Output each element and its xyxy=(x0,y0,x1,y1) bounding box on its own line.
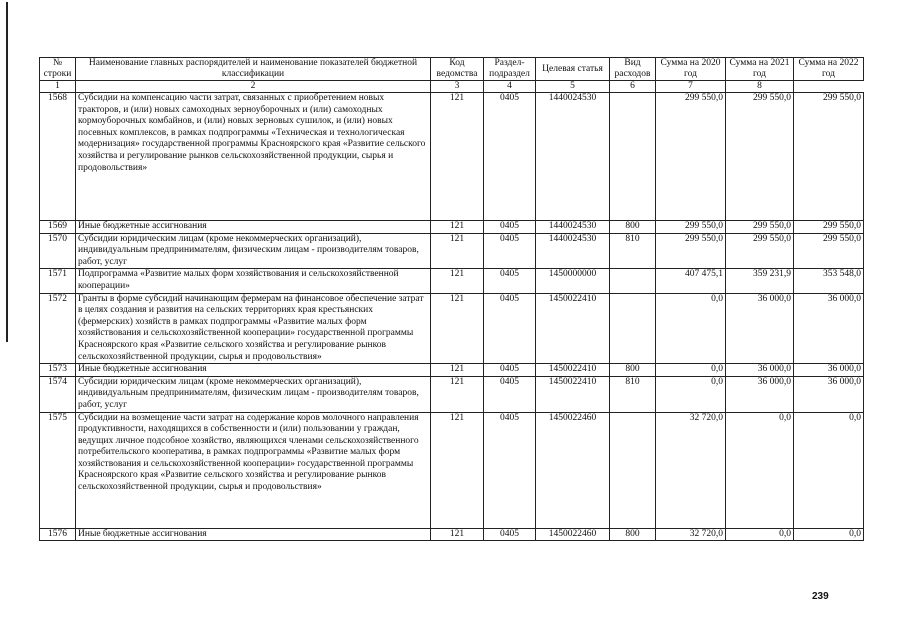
header-name: Наименование главных распорядителей и наименование показателей бюджетной классификации xyxy=(76,58,431,81)
row-expense-kind: 800 xyxy=(610,528,656,541)
row-target-article: 1450022460 xyxy=(536,412,610,528)
row-sum-2020: 0,0 xyxy=(656,376,726,412)
row-name: Субсидии на возмещение части затрат на содержание коров молочного направления продуктивности, находящихся в собственности и (или) пользовании у граждан, ведущих личное подсобное хозяйство, являющихся членами сельскохозяйственного потребительского кооператива, в рамках подпрограммы «Развитие малых форм хозяйствования и сельскохозяйственной кооперации» государственной программы Красноярского края «Развитие сельского хозяйства и регулирование рынков сельскохозяйственной продукции, сырья и продовольствия» xyxy=(76,412,431,528)
table-row xyxy=(40,528,864,541)
row-sum-2021: 36 000,0 xyxy=(726,293,794,364)
row-sum-2021: 299 550,0 xyxy=(726,93,794,221)
row-department-code: 121 xyxy=(431,93,484,221)
row-name: Субсидии юридическим лицам (кроме некоммерческих организаций), индивидуальным предпринимателям, физическим лицам - производителям товаров, работ, услуг xyxy=(76,233,431,269)
row-sum-2022: 0,0 xyxy=(794,412,864,528)
column-number: 1 xyxy=(40,81,76,93)
row-section: 0405 xyxy=(484,269,536,293)
row-expense-kind xyxy=(610,412,656,528)
row-sum-2021: 299 550,0 xyxy=(726,233,794,269)
row-sum-2022: 299 550,0 xyxy=(794,93,864,221)
row-department-code: 121 xyxy=(431,269,484,293)
table-row xyxy=(40,221,864,234)
row-department-code: 121 xyxy=(431,233,484,269)
table-row xyxy=(40,269,864,293)
page-number: 239 xyxy=(812,591,829,602)
row-sum-2020: 407 475,1 xyxy=(656,269,726,293)
row-sum-2022: 0,0 xyxy=(794,528,864,541)
row-number: 1573 xyxy=(40,364,76,377)
row-expense-kind xyxy=(610,269,656,293)
table-row xyxy=(40,412,864,528)
column-number: 2 xyxy=(76,81,431,93)
row-sum-2020: 299 550,0 xyxy=(656,93,726,221)
row-number: 1571 xyxy=(40,269,76,293)
row-sum-2022: 299 550,0 xyxy=(794,233,864,269)
row-expense-kind xyxy=(610,293,656,364)
row-section: 0405 xyxy=(484,293,536,364)
row-sum-2021: 0,0 xyxy=(726,528,794,541)
row-sum-2020: 32 720,0 xyxy=(656,412,726,528)
header-section: Раздел-подраздел xyxy=(484,58,536,81)
column-number: 7 xyxy=(656,81,726,93)
row-target-article: 1440024530 xyxy=(536,221,610,234)
header-department-code: Код ведомства xyxy=(431,58,484,81)
row-name: Субсидии на компенсацию части затрат, связанных с приобретением новых тракторов, и (или) новых самоходных зерноуборочных и (или) самоходных кормоуборочных комбайнов, и (или) новых зерновых сушилок, и (или) новых посевных комплексов, в рамках подпрограммы «Техническая и технологическая модернизация» государственной программы Красноярского края «Развитие сельского хозяйства и регулирование рынков сельскохозяйственной продукции, сырья и продовольствия» xyxy=(76,93,431,221)
row-sum-2021: 36 000,0 xyxy=(726,364,794,377)
header-sum-2020: Сумма на 2020 год xyxy=(656,58,726,81)
row-section: 0405 xyxy=(484,93,536,221)
row-number: 1576 xyxy=(40,528,76,541)
table-row xyxy=(40,376,864,412)
row-sum-2020: 0,0 xyxy=(656,293,726,364)
table-row xyxy=(40,293,864,364)
table-row xyxy=(40,93,864,221)
row-number: 1575 xyxy=(40,412,76,528)
column-number: 3 xyxy=(431,81,484,93)
row-sum-2020: 32 720,0 xyxy=(656,528,726,541)
row-sum-2021: 299 550,0 xyxy=(726,221,794,234)
row-department-code: 121 xyxy=(431,221,484,234)
row-number: 1568 xyxy=(40,93,76,221)
header-sum-2021: Сумма на 2021 год xyxy=(726,58,794,81)
row-department-code: 121 xyxy=(431,412,484,528)
row-department-code: 121 xyxy=(431,528,484,541)
left-margin-rule xyxy=(6,2,8,342)
row-expense-kind: 800 xyxy=(610,221,656,234)
row-sum-2020: 0,0 xyxy=(656,364,726,377)
row-target-article: 1440024530 xyxy=(536,233,610,269)
row-target-article: 1440024530 xyxy=(536,93,610,221)
row-target-article: 1450000000 xyxy=(536,269,610,293)
row-target-article: 1450022410 xyxy=(536,364,610,377)
table-row xyxy=(40,233,864,269)
row-expense-kind xyxy=(610,93,656,221)
row-expense-kind: 800 xyxy=(610,364,656,377)
row-name: Иные бюджетные ассигнования xyxy=(76,364,431,377)
header-target-article: Целевая статья xyxy=(536,58,610,81)
budget-table xyxy=(39,57,864,541)
row-sum-2022: 353 548,0 xyxy=(794,269,864,293)
row-number: 1574 xyxy=(40,376,76,412)
row-name: Иные бюджетные ассигнования xyxy=(76,221,431,234)
row-target-article: 1450022460 xyxy=(536,528,610,541)
row-sum-2021: 359 231,9 xyxy=(726,269,794,293)
row-name: Подпрограмма «Развитие малых форм хозяйствования и сельскохозяйственной кооперации» xyxy=(76,269,431,293)
row-name: Иные бюджетные ассигнования xyxy=(76,528,431,541)
row-expense-kind: 810 xyxy=(610,376,656,412)
row-expense-kind: 810 xyxy=(610,233,656,269)
header-sum-2022: Сумма на 2022 год xyxy=(794,58,864,81)
row-target-article: 1450022410 xyxy=(536,376,610,412)
row-sum-2020: 299 550,0 xyxy=(656,221,726,234)
column-number: 8 xyxy=(726,81,794,93)
row-department-code: 121 xyxy=(431,376,484,412)
header-row-number: № строки xyxy=(40,58,76,81)
row-name: Гранты в форме субсидий начинающим фермерам на финансовое обеспечение затрат в целях создания и развития на сельских территориях края крестьянских (фермерских) хозяйств в рамках подпрограммы «Развитие малых форм хозяйствования и сельскохозяйственной кооперации» государственной программы Красноярского края «Развитие сельского хозяйства и регулирование рынков сельскохозяйственной продукции, сырья и продовольствия» xyxy=(76,293,431,364)
column-number-row xyxy=(40,81,864,93)
row-sum-2022: 36 000,0 xyxy=(794,376,864,412)
row-sum-2022: 36 000,0 xyxy=(794,364,864,377)
column-number: 4 xyxy=(484,81,536,93)
row-sum-2021: 0,0 xyxy=(726,412,794,528)
row-department-code: 121 xyxy=(431,293,484,364)
table-header-row xyxy=(40,58,864,81)
row-target-article: 1450022410 xyxy=(536,293,610,364)
column-number: 6 xyxy=(610,81,656,93)
row-number: 1569 xyxy=(40,221,76,234)
row-sum-2021: 36 000,0 xyxy=(726,376,794,412)
row-section: 0405 xyxy=(484,364,536,377)
row-sum-2022: 36 000,0 xyxy=(794,293,864,364)
header-expense-kind: Вид расходов xyxy=(610,58,656,81)
row-section: 0405 xyxy=(484,412,536,528)
column-number: 5 xyxy=(536,81,610,93)
row-department-code: 121 xyxy=(431,364,484,377)
row-number: 1570 xyxy=(40,233,76,269)
row-section: 0405 xyxy=(484,376,536,412)
row-section: 0405 xyxy=(484,233,536,269)
table-row xyxy=(40,364,864,377)
row-sum-2022: 299 550,0 xyxy=(794,221,864,234)
row-section: 0405 xyxy=(484,221,536,234)
row-sum-2020: 299 550,0 xyxy=(656,233,726,269)
row-section: 0405 xyxy=(484,528,536,541)
row-name: Субсидии юридическим лицам (кроме некоммерческих организаций), индивидуальным предпринимателям, физическим лицам - производителям товаров, работ, услуг xyxy=(76,376,431,412)
row-number: 1572 xyxy=(40,293,76,364)
